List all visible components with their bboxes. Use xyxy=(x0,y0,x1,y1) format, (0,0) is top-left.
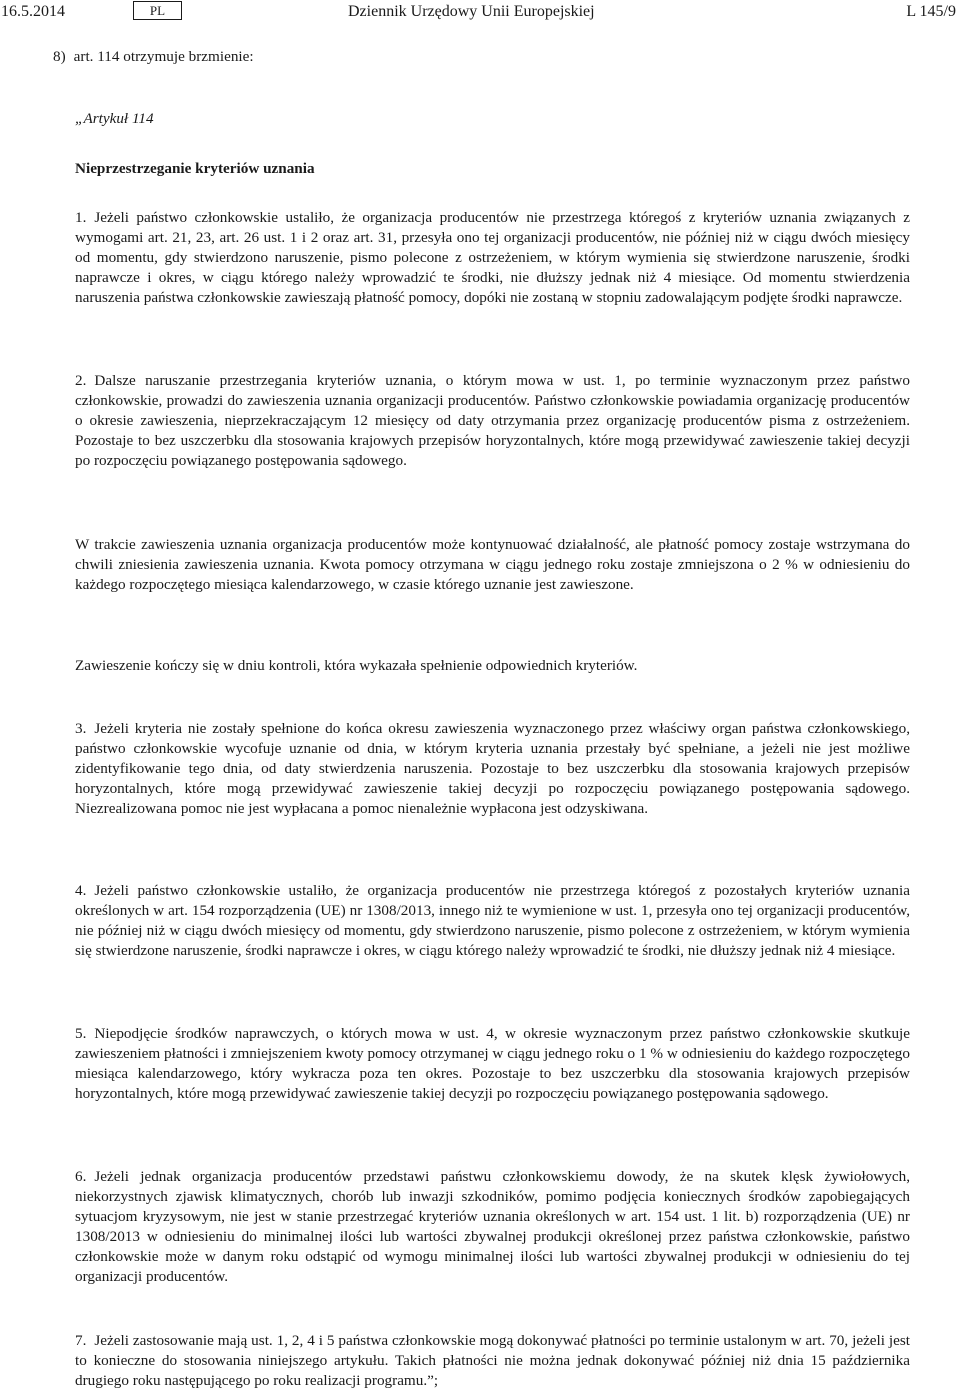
paragraph-5 xyxy=(75,1024,910,1104)
amendment-line xyxy=(53,47,254,67)
paragraph-text: Jeżeli zastosowanie mają ust. 1, 2, 4 i 5 państwa członkowskie mogą dokonywać płatności po terminie ustalonym w art. 70, jeżeli jest to konieczne do stosowania niniejszego artykułu. Takich płatności nie można jednak dokonywać później niż dnia 15 października drugiego roku następującego po roku realizacji programu.”; xyxy=(75,1332,910,1389)
header-date: 16.5.2014 xyxy=(1,3,65,20)
paragraph-text: Niepodjęcie środków naprawczych, o których mowa w ust. 4, w okresie wyznaczonym przez państwo członkowskie skutkuje zawieszeniem płatności i zmniejszeniem kwoty pomocy otrzymanej w ciągu jednego roku o 1 % w odniesieniu do każdego rozpoczętego miesiąca kalendarzowego, który wykracza poza ten okres. Pozostaje to bez uszczerbku dla stosowania krajowych przepisów horyzontalnych, które mogą przewidywać zawieszenie takiej decyzji po rozpoczęciu powiązanego postępowania sądowego. xyxy=(75,1025,910,1102)
paragraph-text: Jeżeli państwo członkowskie ustaliło, że organizacja producentów nie przestrzega któregoś z pozostałych kryteriów uznania określonych w art. 154 rozporządzenia (UE) nr 1308/2013, innego niż te wymienione w ust. 1, przesyła ono tej organizacji producentów, nie później niż w ciągu dwóch miesięcy od momentu, gdy stwierdzono naruszenie, pismo polecone z ostrzeżeniem, w którym wymienia się stwierdzone naruszenie, środki naprawcze i okres, w ciągu którego należy wprowadzić te środki, nie dłuższy jednak niż 4 miesiące. xyxy=(75,882,910,959)
paragraph-number: 2. xyxy=(75,372,87,389)
paragraph-number: 4. xyxy=(75,882,87,899)
paragraph-text: W trakcie zawieszenia uznania organizacja producentów może kontynuować działalność, ale płatność pomocy zostaje wstrzymana do chwili zniesienia zawieszenia uznania. Kwota pomocy otrzymana w ciągu jednego roku zostaje zmniejszona o 2 % w odniesieniu do każdego rozpoczętego miesiąca kalendarzowego, w czasie którego uznanie jest zawieszone. xyxy=(75,536,910,593)
paragraph-text: Jeżeli jednak organizacja producentów przedstawi państwu członkowskiemu dowody, że na skutek klęsk żywiołowych, niekorzystnych zjawisk klimatycznych, chorób lub inwazji szkodników, pomimo podjęcia koniecznych środków zapobiegających sytuacjom kryzysowym, nie jest w stanie przestrzegać kryteriów uznania określonych w art. 154 ust. 1 lit. b) rozporządzenia (UE) nr 1308/2013 w odniesieniu do minimalnej ilości lub wartości zbywalnej produkcji określonej przez państwa członkowskie, państwo członkowskie może w danym roku odstąpić od wymogu minimalnej ilości lub wartości zbywalnej produkcji w odniesieniu do tej organizacji producentów. xyxy=(75,1168,910,1285)
article-title: Nieprzestrzeganie kryteriów uznania xyxy=(75,160,315,177)
amendment-label: 8) xyxy=(53,48,66,65)
paragraph-1 xyxy=(75,208,910,308)
header-journal-title: Dziennik Urzędowy Unii Europejskiej xyxy=(348,3,595,20)
article-number: „Artykuł 114 xyxy=(75,110,154,127)
header-language-badge: PL xyxy=(133,1,182,20)
paragraph-number: 5. xyxy=(75,1025,87,1042)
paragraph-2-sub-1 xyxy=(75,535,910,595)
paragraph-6 xyxy=(75,1167,910,1287)
amendment-text: art. 114 otrzymuje brzmienie: xyxy=(73,48,254,65)
header-page-number: L 145/9 xyxy=(906,3,956,20)
paragraph-number: 1. xyxy=(75,209,87,226)
paragraph-3 xyxy=(75,719,910,819)
paragraph-text: Zawieszenie kończy się w dniu kontroli, która wykazała spełnienie odpowiednich kryteriów. xyxy=(75,657,638,674)
paragraph-text: Jeżeli państwo członkowskie ustaliło, że organizacja producentów nie przestrzega któregoś z kryteriów uznania związanych z wymogami art. 21, 23, art. 26 ust. 1 i 2 oraz art. 31, przesyła ono tej organizacji producentów, nie później niż w ciągu dwóch miesięcy od momentu, gdy stwierdzono naruszenie, pismo polecone z ostrzeżeniem, w którym wymienia się stwierdzone naruszenie, środki naprawcze i okres, w ciągu którego należy wprowadzić te środki, nie dłuższy jednak niż 4 miesiące. Od momentu stwierdzenia naruszenia państwa członkowskie zawieszają płatność pomocy, dopóki nie zostaną w stopniu zadowalającym podjęte środki naprawcze. xyxy=(75,209,910,306)
paragraph-text: Jeżeli kryteria nie zostały spełnione do końca okresu zawieszenia wyznaczonego przez właściwy organ państwa członkowskiego, państwo członkowskie wycofuje uznanie od dnia, w którym kryteria uznania przestały być spełniane, a jeżeli nie jest możliwe zidentyfikowanie tego dnia, od daty stwierdzenia naruszenia. Pozostaje to bez uszczerbku dla stosowania krajowych przepisów horyzontalnych, które mogą przewidywać zawieszenie takiej decyzji po rozpoczęciu powiązanego postępowania sądowego. Niezrealizowana pomoc nie jest wypłacana a pomoc nienależnie wypłacona jest odzyskiwana. xyxy=(75,720,910,817)
paragraph-2-sub-2 xyxy=(75,656,910,676)
paragraph-number: 7. xyxy=(75,1332,87,1349)
paragraph-number: 3. xyxy=(75,720,87,737)
page-header xyxy=(0,0,960,20)
paragraph-text: Dalsze naruszanie przestrzegania kryteriów uznania, o którym mowa w ust. 1, po terminie wyznaczonym przez państwo członkowskie, prowadzi do zawieszenia uznania organizacji producentów. Państwo członkowskie powiadamia organizację producentów o okresie zawieszenia, nieprzekraczającym 12 miesięcy od daty otrzymania przez organizację producentów pisma z ostrzeżeniem. Pozostaje to bez uszczerbku dla stosowania krajowych przepisów horyzontalnych, które mogą przewidywać zawieszenie takiej decyzji po rozpoczęciu powiązanego postępowania sądowego. xyxy=(75,372,910,469)
paragraph-7 xyxy=(75,1331,910,1391)
paragraph-4 xyxy=(75,881,910,961)
paragraph-2 xyxy=(75,371,910,471)
paragraph-number: 6. xyxy=(75,1168,87,1185)
